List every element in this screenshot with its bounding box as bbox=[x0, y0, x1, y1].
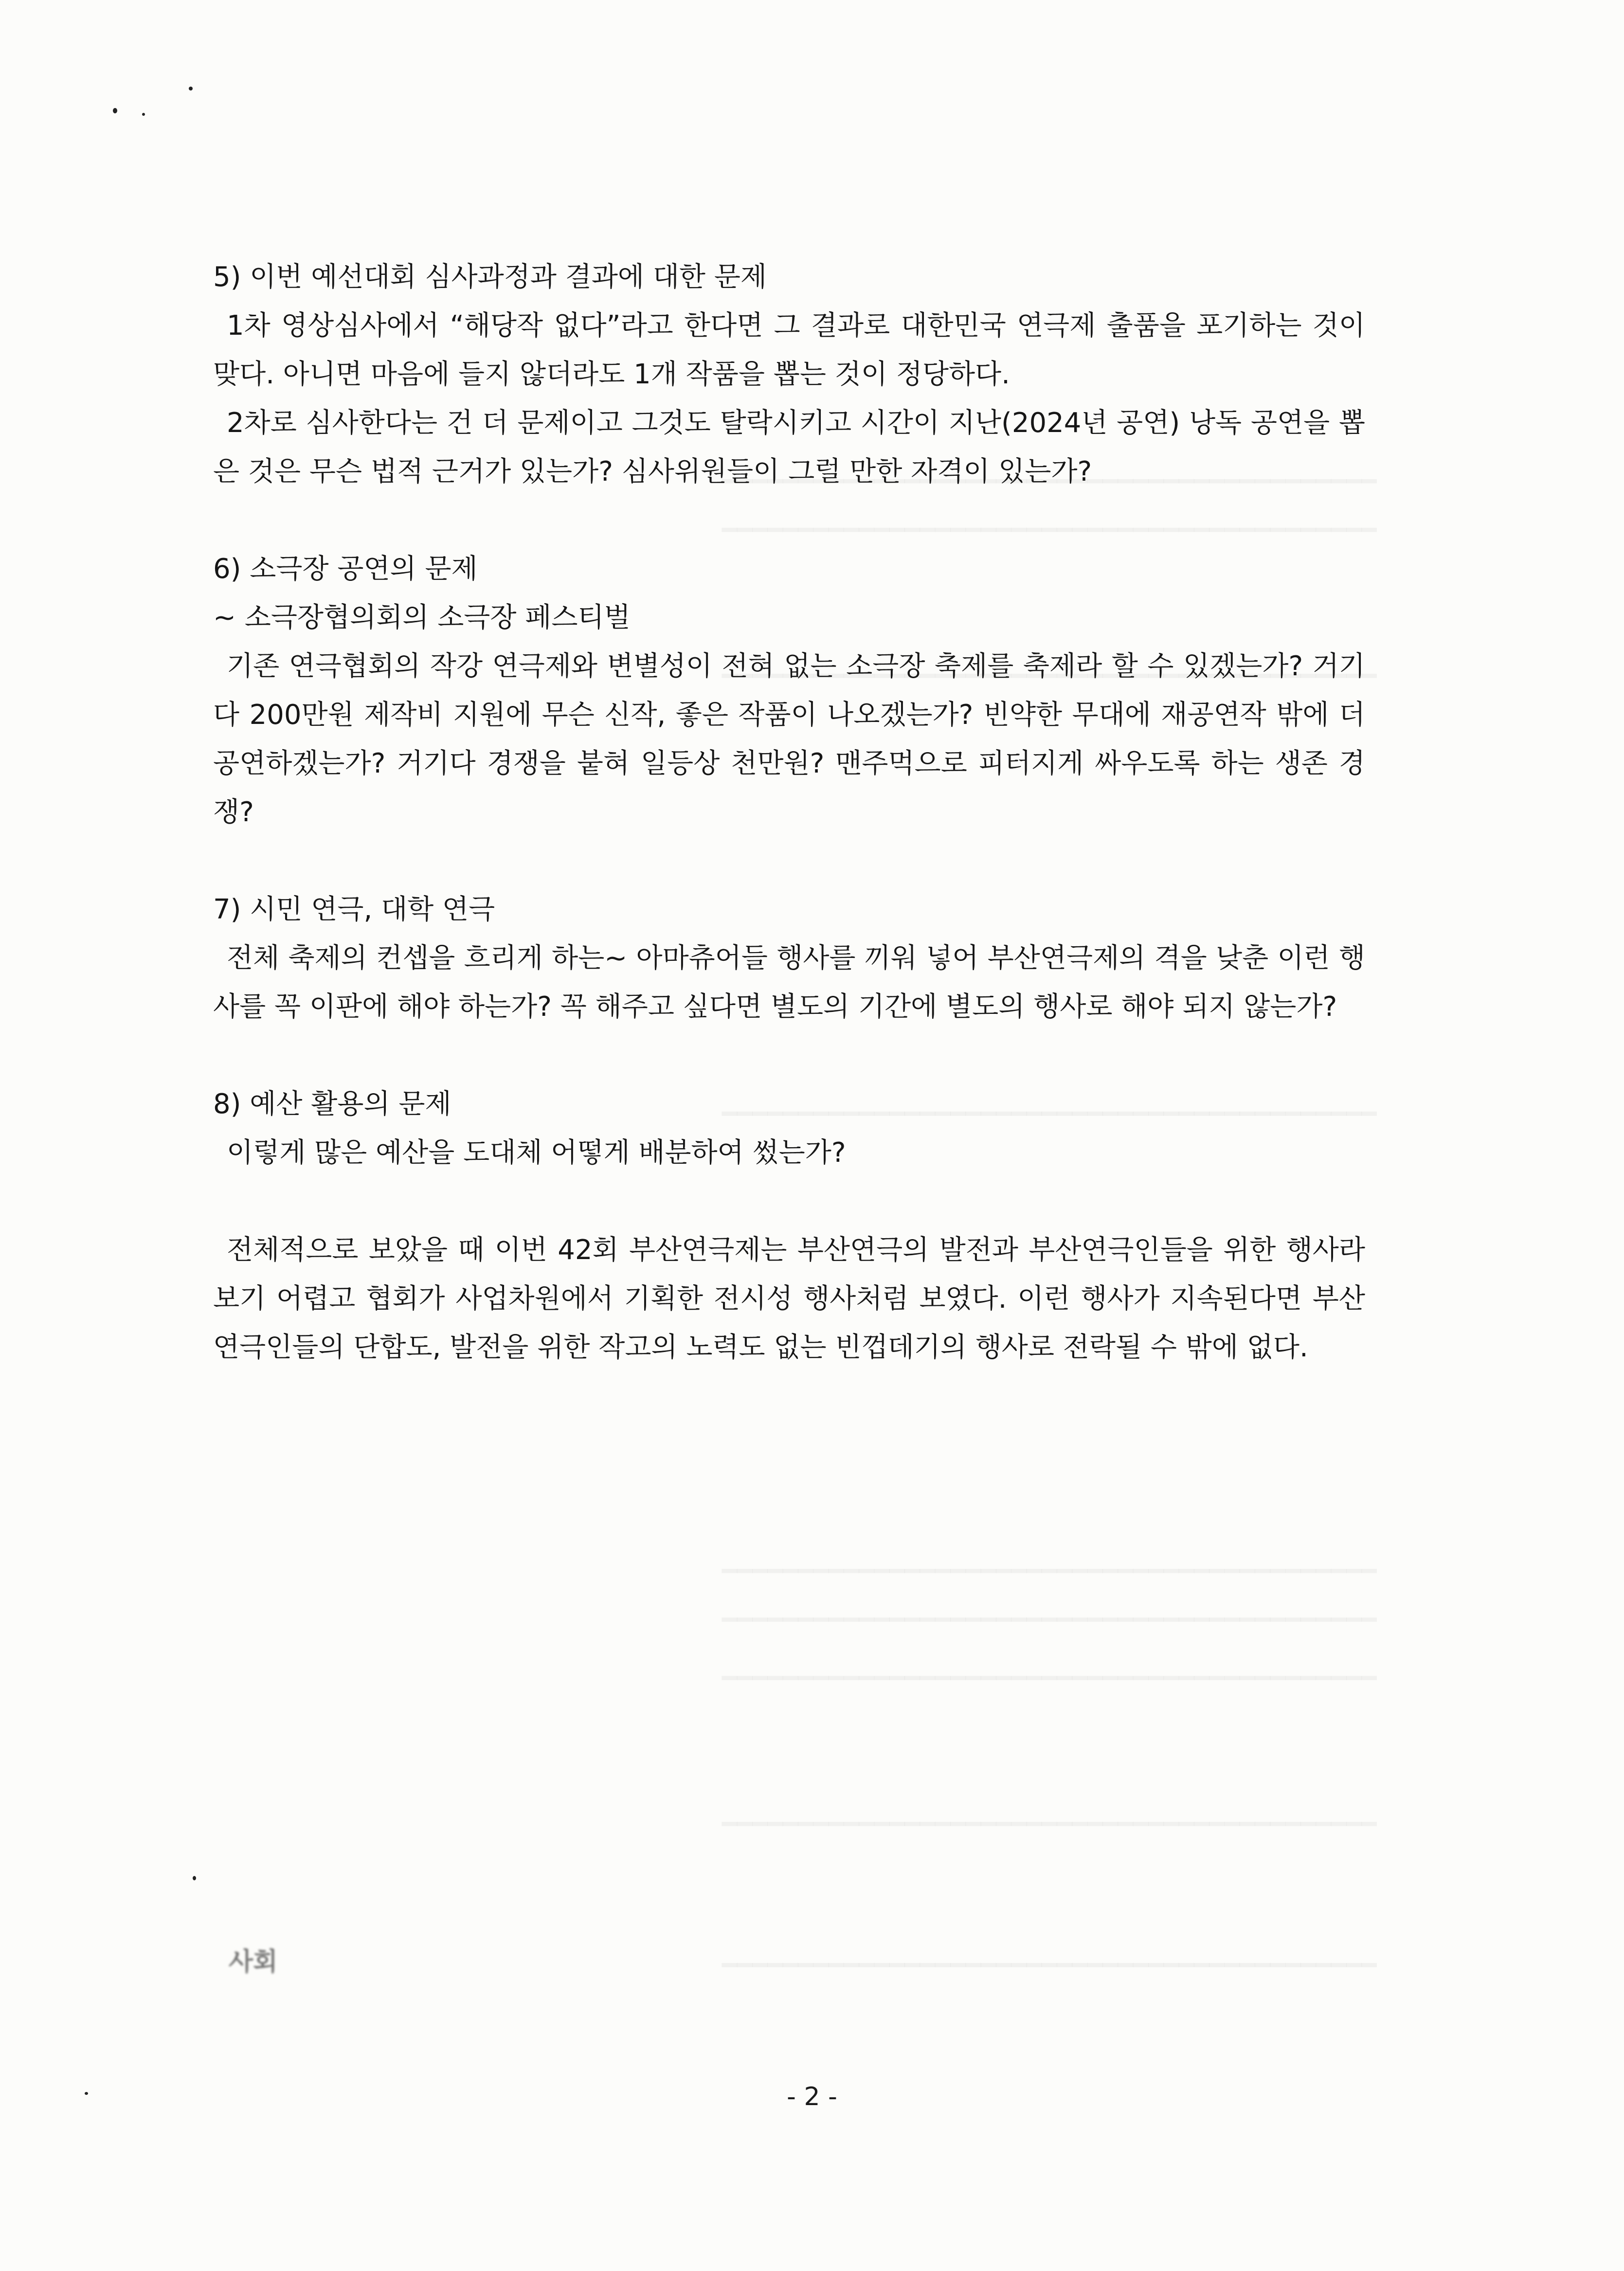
page-number: - 2 - bbox=[787, 2082, 837, 2111]
show-through-text bbox=[336, 1596, 1377, 1644]
section-title: 6) 소극장 공연의 문제 bbox=[213, 553, 478, 585]
document-body bbox=[213, 253, 1365, 1372]
paragraph: 기존 연극협회의 작강 연극제와 변별성이 전혀 없는 소극장 축제를 축제라 할 수 있겠는가? 거기다 200만원 제작비 지원에 무슨 신작, 좋은 작품이 나오겠는가? 빈약한 무대에 재공연작 밖에 더 공연하겠는가? 거기다 경쟁을 붙혀 일등상 천만원? 맨주먹으로 피터지게 싸우도록 하는 생존 경쟁? bbox=[213, 650, 1365, 828]
scan-speck bbox=[142, 113, 145, 116]
scan-speck bbox=[189, 87, 193, 90]
paragraph: 2차로 심사한다는 건 더 문제이고 그것도 탈락시키고 시간이 지난(2024년 공연) 낭독 공연을 뽑은 것은 무슨 법적 근거가 있는가? 심사위원들이 그럴 만한 자격이 있는가? bbox=[213, 407, 1365, 487]
show-through-text bbox=[336, 1654, 1377, 1703]
section-title: 7) 시민 연극, 대학 연극 bbox=[213, 894, 495, 925]
show-through-text bbox=[336, 1547, 1377, 1596]
scan-speck bbox=[193, 1876, 196, 1880]
spacer bbox=[213, 837, 1365, 885]
section-subtitle: ~ 소극장협의회의 소극장 페스티벌 bbox=[213, 602, 631, 633]
paragraph: 1차 영상심사에서 “해당작 없다”라고 한다면 그 결과로 대한민국 연극제 출품을 포기하는 것이 맞다. 아니면 마음에 들지 않더라도 1개 작품을 뽑는 것이 정당하다. bbox=[213, 310, 1365, 390]
section-title: 8) 예산 활용의 문제 bbox=[213, 1088, 451, 1120]
spacer bbox=[213, 1177, 1365, 1226]
show-through-text bbox=[336, 1941, 1377, 1990]
scan-speck bbox=[113, 108, 117, 113]
paragraph: 전체 축제의 컨셉을 흐리게 하는~ 아마츄어들 행사를 끼워 넣어 부산연극제의 격을 낮춘 이런 행사를 꼭 이판에 해야 하는가? 꼭 해주고 싶다면 별도의 기간에 별도의 행사로 해야 되지 않는가? bbox=[213, 942, 1365, 1023]
spacer bbox=[213, 1031, 1365, 1080]
show-through-mark: 사회 bbox=[229, 1947, 278, 1977]
section-title: 5) 이번 예선대회 심사과정과 결과에 대한 문제 bbox=[213, 261, 767, 293]
spacer bbox=[213, 496, 1365, 545]
show-through-text bbox=[336, 1800, 1377, 1849]
paragraph: 이렇게 많은 예산을 도대체 어떻게 배분하여 썼는가? bbox=[227, 1137, 846, 1169]
conclusion-paragraph: 전체적으로 보았을 때 이번 42회 부산연극제는 부산연극의 발전과 부산연극인들을 위한 행사라 보기 어렵고 협회가 사업차원에서 기획한 전시성 행사처럼 보였다. 이런 행사가 지속된다면 부산연극인들의 단합도, 발전을 위한 작고의 노력도 없는 빈껍데기의 행사로 전락될 수 밖에 없다. bbox=[213, 1234, 1365, 1363]
